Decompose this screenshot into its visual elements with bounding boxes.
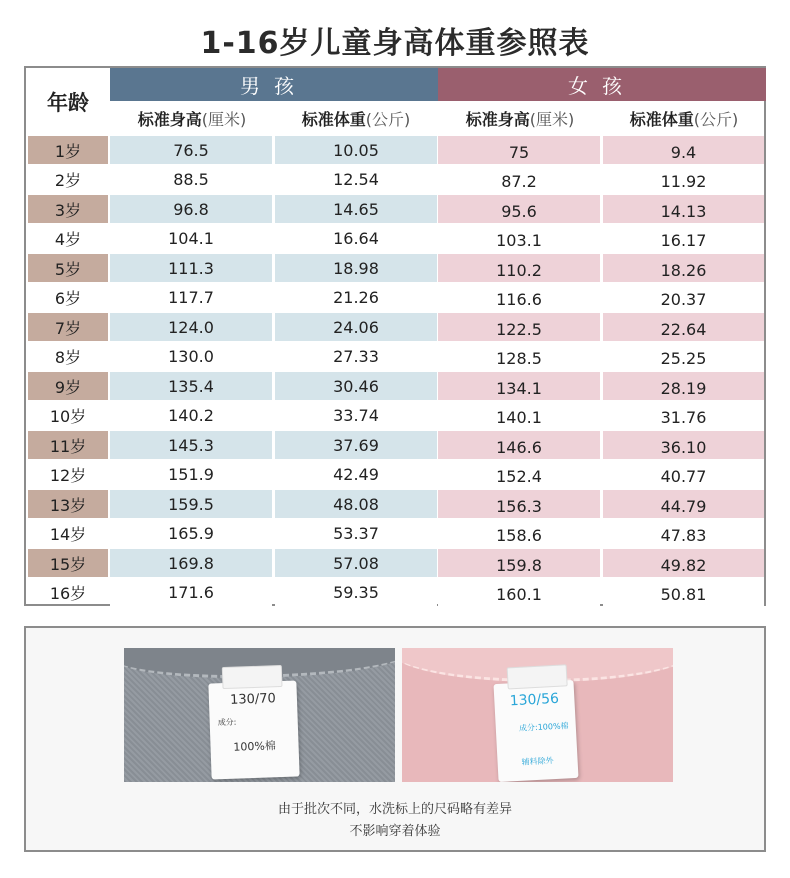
girl-weight-cell: 40.77 — [603, 461, 764, 489]
boy-group-header: 男孩 — [110, 68, 438, 101]
age-cell: 6岁 — [54, 289, 82, 308]
age-cell: 8岁 — [54, 348, 82, 367]
boy-height-cell: 159.5 — [110, 490, 272, 518]
table-row — [26, 253, 764, 283]
girl-height-cell: 87.2 — [438, 166, 600, 194]
boy-weight-header-label: 标准体重 — [301, 110, 366, 129]
girl-weight-cell: 16.17 — [603, 225, 764, 253]
age-cell: 9岁 — [28, 372, 108, 400]
table-row — [26, 430, 764, 460]
girl-height-cell: 103.1 — [438, 225, 600, 253]
girl-height-header-unit: (厘米) — [529, 110, 575, 129]
age-cell: 16岁 — [49, 584, 87, 603]
age-cell: 7岁 — [28, 313, 108, 341]
age-cell: 3岁 — [28, 195, 108, 223]
boy-weight-cell: 10.05 — [275, 136, 437, 164]
boy-height-cell: 96.8 — [110, 195, 272, 223]
table-row — [26, 224, 764, 254]
boy-height-cell: 151.9 — [110, 461, 272, 489]
girl-weight-cell: 44.79 — [603, 490, 764, 518]
boy-height-cell: 130.0 — [110, 343, 272, 371]
boy-height-header-label: 标准身高 — [137, 110, 202, 129]
girl-weight-cell: 28.19 — [603, 372, 764, 400]
table-row — [26, 283, 764, 313]
age-cell: 13岁 — [28, 490, 108, 518]
boy-height-cell: 88.5 — [110, 166, 272, 194]
pink-label-composition: 成分:100%棉 — [518, 721, 569, 733]
girl-height-cell: 140.1 — [438, 402, 600, 430]
girl-weight-header — [602, 102, 766, 135]
girl-height-header — [438, 102, 602, 135]
grey-garment-photo — [124, 648, 395, 782]
girl-height-cell: 122.5 — [438, 313, 600, 341]
girl-height-header-label: 标准身高 — [465, 110, 530, 129]
girl-height-cell: 159.8 — [438, 549, 600, 577]
pink-label-extra: 辅料除外 — [521, 756, 554, 767]
grey-label-fabric: 100%棉 — [233, 739, 277, 754]
boy-height-cell: 76.5 — [110, 136, 272, 164]
size-chart-table — [24, 66, 766, 606]
boy-weight-cell: 24.06 — [275, 313, 437, 341]
girl-weight-cell: 14.13 — [603, 195, 764, 223]
age-cell: 4岁 — [54, 230, 82, 249]
wash-label-panel — [24, 626, 766, 852]
boy-weight-cell: 48.08 — [275, 490, 437, 518]
boy-weight-cell: 12.54 — [275, 166, 437, 194]
girl-weight-cell: 11.92 — [603, 166, 764, 194]
boy-height-cell: 104.1 — [110, 225, 272, 253]
girl-group-header: 女孩 — [438, 68, 766, 101]
girl-height-cell: 158.6 — [438, 520, 600, 548]
boy-weight-cell: 21.26 — [275, 284, 437, 312]
girl-weight-cell: 50.81 — [603, 579, 764, 607]
age-cell: 5岁 — [28, 254, 108, 282]
grey-wash-label — [208, 680, 299, 779]
girl-height-cell: 110.2 — [438, 254, 600, 282]
age-cell: 11岁 — [28, 431, 108, 459]
grey-label-composition: 成分: — [217, 717, 237, 728]
girl-height-cell: 95.6 — [438, 195, 600, 223]
boy-weight-header-unit: (公斤) — [365, 110, 411, 129]
age-cell: 15岁 — [28, 549, 108, 577]
girl-height-cell: 146.6 — [438, 431, 600, 459]
boy-weight-cell: 16.64 — [275, 225, 437, 253]
boy-height-header-unit: (厘米) — [201, 110, 247, 129]
age-cell: 10岁 — [49, 407, 87, 426]
pink-garment-photo — [402, 648, 673, 782]
boy-weight-cell: 33.74 — [275, 402, 437, 430]
grey-label-size: 130/70 — [229, 691, 277, 708]
page-title: 1-16岁儿童身高体重参照表 — [200, 26, 590, 61]
girl-height-cell: 152.4 — [438, 461, 600, 489]
table-row — [26, 460, 764, 490]
pink-wash-label — [493, 680, 578, 782]
table-row — [26, 135, 764, 165]
girl-height-cell: 128.5 — [438, 343, 600, 371]
table-body — [26, 135, 764, 607]
girl-weight-cell: 20.37 — [603, 284, 764, 312]
label-note-line2: 不影响穿着体验 — [349, 824, 441, 839]
boy-height-cell: 111.3 — [110, 254, 272, 282]
girl-weight-header-label: 标准体重 — [629, 110, 694, 129]
table-row — [26, 519, 764, 549]
label-note-line1: 由于批次不同，水洗标上的尺码略有差异 — [277, 802, 512, 817]
table-row — [26, 371, 764, 401]
age-cell: 14岁 — [49, 525, 87, 544]
girl-height-cell: 134.1 — [438, 372, 600, 400]
girl-weight-cell: 49.82 — [603, 549, 764, 577]
table-row — [26, 342, 764, 372]
table-row — [26, 165, 764, 195]
girl-weight-cell: 31.76 — [603, 402, 764, 430]
girl-weight-cell: 9.4 — [603, 136, 764, 164]
boy-weight-header — [274, 102, 438, 135]
age-column-header: 年龄 — [47, 90, 89, 115]
age-cell: 1岁 — [28, 136, 108, 164]
boy-height-cell: 140.2 — [110, 402, 272, 430]
table-row — [26, 401, 764, 431]
boy-weight-cell: 57.08 — [275, 549, 437, 577]
girl-weight-cell: 22.64 — [603, 313, 764, 341]
boy-weight-cell: 18.98 — [275, 254, 437, 282]
boy-weight-cell: 59.35 — [275, 579, 437, 607]
girl-weight-header-unit: (公斤) — [693, 110, 739, 129]
table-row — [26, 548, 764, 578]
boy-height-cell: 145.3 — [110, 431, 272, 459]
table-row — [26, 489, 764, 519]
age-cell: 12岁 — [49, 466, 87, 485]
boy-height-cell: 135.4 — [110, 372, 272, 400]
girl-height-cell: 160.1 — [438, 579, 600, 607]
pink-label-size: 130/56 — [509, 690, 560, 710]
table-row — [26, 578, 764, 608]
boy-height-cell: 165.9 — [110, 520, 272, 548]
girl-weight-cell: 18.26 — [603, 254, 764, 282]
boy-weight-cell: 37.69 — [275, 431, 437, 459]
boy-weight-cell: 27.33 — [275, 343, 437, 371]
girl-weight-cell: 25.25 — [603, 343, 764, 371]
table-row — [26, 194, 764, 224]
girl-height-cell: 116.6 — [438, 284, 600, 312]
boy-height-cell: 124.0 — [110, 313, 272, 341]
girl-weight-cell: 36.10 — [603, 431, 764, 459]
table-row — [26, 312, 764, 342]
boy-height-cell: 117.7 — [110, 284, 272, 312]
boy-weight-cell: 30.46 — [275, 372, 437, 400]
girl-height-cell: 75 — [438, 136, 600, 164]
girl-weight-cell: 47.83 — [603, 520, 764, 548]
boy-weight-cell: 42.49 — [275, 461, 437, 489]
age-cell: 2岁 — [54, 171, 82, 190]
boy-height-cell: 169.8 — [110, 549, 272, 577]
boy-weight-cell: 53.37 — [275, 520, 437, 548]
girl-height-cell: 156.3 — [438, 490, 600, 518]
boy-weight-cell: 14.65 — [275, 195, 437, 223]
boy-height-header — [110, 102, 274, 135]
boy-height-cell: 171.6 — [110, 579, 272, 607]
